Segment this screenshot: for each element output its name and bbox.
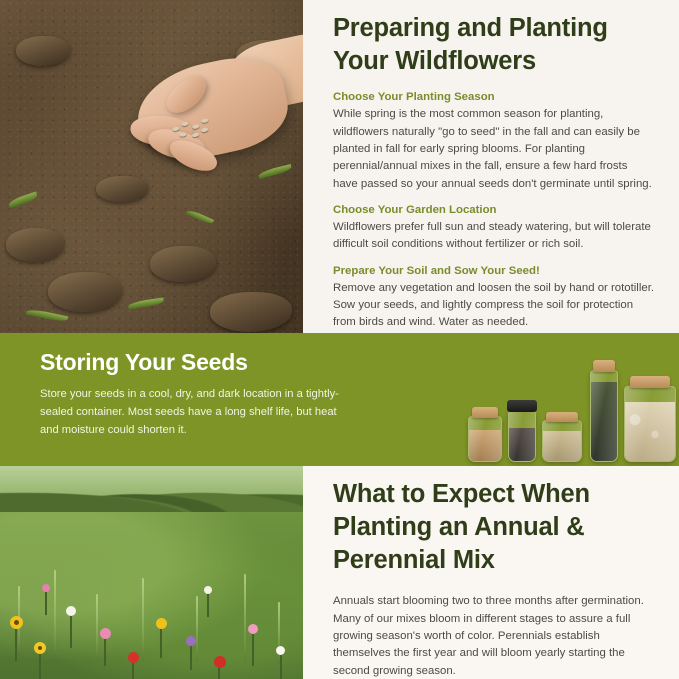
flower-head xyxy=(248,624,258,634)
subheading-planting-season: Choose Your Planting Season xyxy=(333,91,495,104)
seed-jar xyxy=(624,386,676,462)
seed-jar xyxy=(590,370,618,462)
seed xyxy=(172,126,180,131)
jar-lid xyxy=(507,400,537,412)
jar-group xyxy=(380,346,679,466)
flower-head xyxy=(100,628,111,639)
seed-jar xyxy=(542,420,582,462)
flower-head xyxy=(156,618,167,629)
seed xyxy=(181,121,189,126)
seed-jar xyxy=(508,410,536,462)
subheading-prepare-soil: Prepare Your Soil and Sow Your Seed! xyxy=(333,264,540,277)
seed xyxy=(179,132,187,137)
flower-head xyxy=(204,586,212,594)
jar-glass xyxy=(591,371,617,461)
section-preparing-and-planting xyxy=(0,0,679,333)
flower-stem xyxy=(104,636,106,666)
paragraph-garden-location: Wildflowers prefer full sun and steady watering, but will tolerate difficult soil conditions without fertilizer or rich soil. xyxy=(333,220,651,251)
flower-head xyxy=(214,656,226,668)
grass-blade xyxy=(54,570,56,660)
grass-blade xyxy=(244,574,246,662)
flower-center xyxy=(38,646,42,650)
section-storing-your-seeds xyxy=(0,333,679,466)
soil-planting-photo xyxy=(0,0,303,333)
grass-blade xyxy=(96,594,98,662)
flower-head xyxy=(276,646,285,655)
flower-stem xyxy=(207,593,209,617)
seed xyxy=(201,127,209,132)
wildflower-meadow-photo xyxy=(0,466,303,679)
palm xyxy=(129,48,295,169)
seed xyxy=(201,118,209,123)
flower-head xyxy=(42,584,50,592)
flower-head xyxy=(66,606,76,616)
page-title: Preparing and Planting Your Wildflowers xyxy=(333,14,608,75)
storing-text-column xyxy=(0,333,372,466)
storing-title: Storing Your Seeds xyxy=(40,349,248,375)
flower-stem xyxy=(45,591,47,615)
grass-blade xyxy=(196,596,198,662)
cork-lid xyxy=(593,360,615,372)
jar-glass xyxy=(543,421,581,461)
expect-body: Annuals start blooming two to three months after germination. Many of our mixes bloom in different stages to assure a full growing season's worth of color. Perennials establish themselves the first year and will bloom yearly starting the second growing season. xyxy=(333,595,644,677)
jar-glass xyxy=(625,387,675,461)
flower-stem xyxy=(39,651,41,679)
seed xyxy=(192,132,200,137)
section-what-to-expect xyxy=(0,466,679,679)
flower-head xyxy=(128,652,139,663)
subheading-garden-location: Choose Your Garden Location xyxy=(333,203,497,216)
seed-jars-photo xyxy=(372,333,679,466)
jar-glass xyxy=(469,417,501,461)
cork-lid xyxy=(546,412,578,422)
expect-text-column xyxy=(303,466,679,679)
paragraph-prepare-soil: Remove any vegetation and loosen the soil by hand or rototiller. Sow your seeds, and lightly compress the soil for protection from birds and wind. Water as needed. xyxy=(333,281,655,329)
flower-stem xyxy=(160,626,162,658)
seed xyxy=(192,124,200,129)
flower-stem xyxy=(252,632,254,666)
planting-text-column xyxy=(303,0,679,333)
flower-center xyxy=(14,620,19,625)
flower-stem xyxy=(15,625,17,661)
cork-lid xyxy=(472,407,498,418)
flower-stem xyxy=(280,654,282,679)
cork-lid xyxy=(630,376,670,388)
expect-title: What to Expect When Planting an Annual & Perennial Mix xyxy=(333,480,590,575)
seed-jar xyxy=(468,416,502,462)
flower-stem xyxy=(70,614,72,648)
grass-blade xyxy=(142,578,144,662)
flower-head xyxy=(186,636,196,646)
jar-glass xyxy=(509,411,535,461)
flower-stem xyxy=(190,644,192,670)
storing-body: Store your seeds in a cool, dry, and dark location in a tightly-sealed container. Most seeds have a long shelf life, but heat and moisture could shorten it. xyxy=(40,388,339,436)
paragraph-planting-season: While spring is the most common season for planting, wildflowers naturally "go to seed" in the fall and can easily be planted in fall for early spring blooms. For planting perennial/annual mixes in the fall, ensure a few hard frosts have passed so your annual seeds don't germinate until spring. xyxy=(333,108,652,190)
